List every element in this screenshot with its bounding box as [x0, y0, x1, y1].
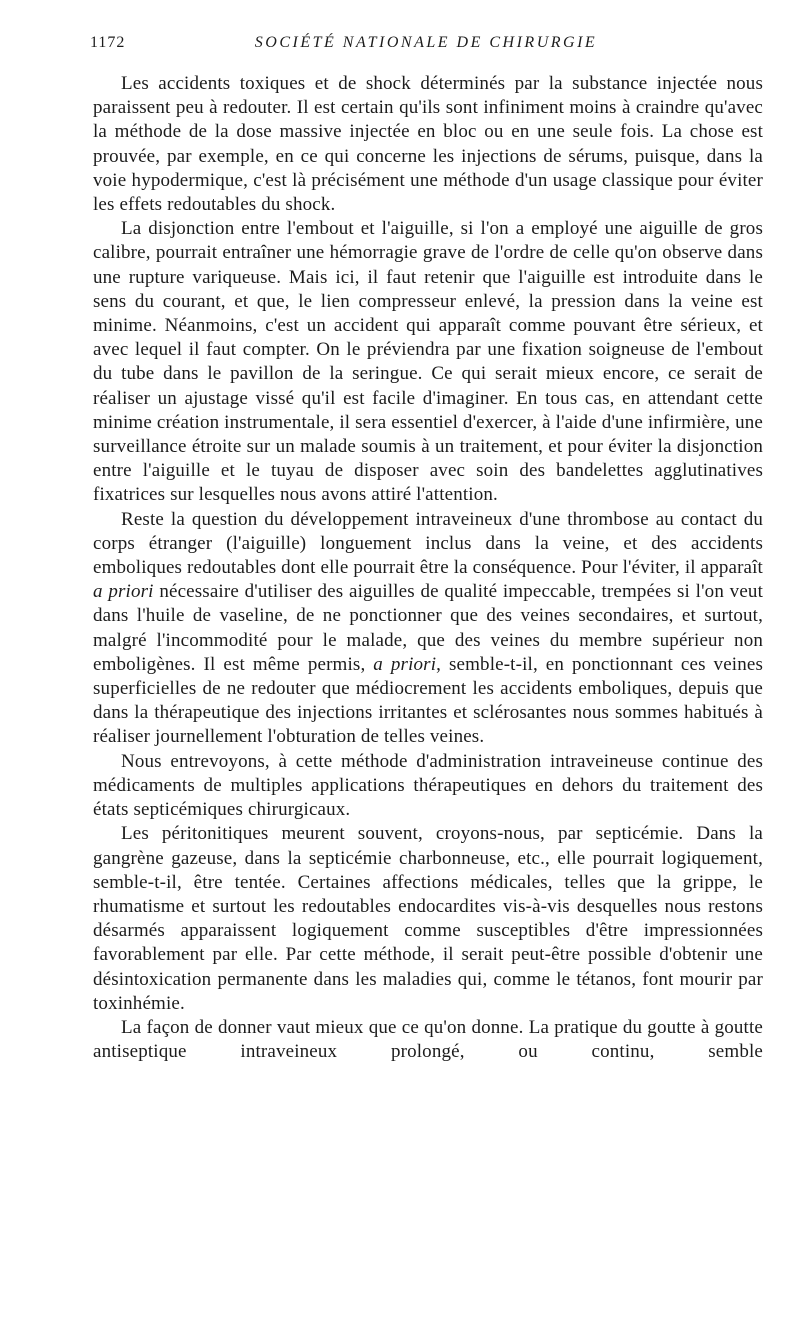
paragraph-toxic-accidents: Les accidents toxiques et de shock déterminés par la substance injectée nous paraissent peu à redouter. Il est certain qu'ils sont infiniment moins à craindre qu'avec la méthode de la dose massive injectée en bloc ou en une seule fois. La chose est prouvée, par exemple, en ce qui concerne les injections de sérums, puisque, dans la voie hypodermique, c'est là précisément une méthode d'un usage classique pour éviter les effets redoutables du shock. [93, 73, 763, 216]
running-title: SOCIÉTÉ NATIONALE DE CHIRURGIE [254, 34, 598, 51]
italic-phrase: a priori [93, 581, 154, 603]
paragraph-text-segment: , semble-t-il, en ponctionnant ces veines superficielles de ne redouter que médiocrement les accidents emboliques, depuis que dans la thérapeutique des injections irritantes et sclérosantes nous sommes habitués à réaliser journellement l'obturation de telles veines. [93, 653, 763, 748]
paragraph-disjunction: La disjonction entre l'embout et l'aiguille, si l'on a employé une aiguille de gros calibre, pourrait entraîner une hémorragie grave de l'ordre de celle qu'on observe dans une rupture variqueuse. Mais ici, il faut retenir que l'aiguille est introduite dans le sens du courant, et que, le lien compresseur enlevé, la pression dans la veine est minime. Néanmoins, c'est un accident qui apparaît comme pouvant être sérieux, et avec lequel il faut compter. On le préviendra par une fixation soigneuse de l'embout du tube dans le pavillon de la seringue. Ce qui serait mieux encore, ce serait de réaliser un ajustage vissé qu'il est facile d'imaginer. En tous cas, en attendant cette minime création instrumentale, il sera essentiel d'exercer, à l'aide d'une infirmière, une surveillance étroite sur un malade soumis à un traitement, et pour éviter la disjonction entre l'aiguille et le tuyau de disposer avec soin des bandelettes agglutinatives fixatrices sur lesquelles nous avons attiré l'attention. [93, 218, 763, 506]
paragraph-thrombosis [93, 508, 763, 750]
paragraph-peritonitis: Les péritonitiques meurent souvent, croyons-nous, par septicémie. Dans la gangrène gazeuse, dans la septicémie charbonneuse, etc., elle pourrait logiquement, semble-t-il, être tentée. Certaines affections médicales, telles que la grippe, le rhumatisme et surtout les redoutables endocardites vis-à-vis desquelles nous restons désarmés apparaissent logiquement comme susceptibles d'être impressionnées favorablement par elle. Par cette méthode, il serait peut-être possible d'obtenir une désintoxication permanente dans les maladies qui, comme le tétanos, font mourir par toxinhémie. [93, 823, 763, 1014]
page-number: 1172 [90, 34, 126, 51]
page-body [93, 72, 763, 1064]
running-header [90, 34, 762, 60]
paragraph-text-segment: Reste la question du développement intraveineux d'une thrombose au contact du corps étranger (l'aiguille) longuement inclus dans la veine, et des accidents emboliques redoutables dont elle pourrait être la conséquence. Pour l'éviter, il apparaît [93, 508, 763, 579]
paragraph-closing: La façon de donner vaut mieux que ce qu'on donne. La pratique du goutte à goutte antiseptique intraveineux prolongé, ou continu, semble [93, 1016, 763, 1063]
paragraph-text-segment: nécessaire d'utiliser des aiguilles de qualité impeccable, trempées si l'on veut dans l'huile de vaseline, de ne ponctionner que des veines secondaires, et surtout, malgré l'incommodité pour le malade, que des veines du membre supérieur non emboligènes. Il est même permis, [93, 581, 763, 675]
italic-phrase: a priori [373, 653, 437, 675]
paragraph-applications: Nous entrevoyons, à cette méthode d'administration intraveineuse continue des médicaments de multiples applications thérapeutiques en dehors du traitement des états septicémiques chirurgicaux. [93, 750, 763, 821]
